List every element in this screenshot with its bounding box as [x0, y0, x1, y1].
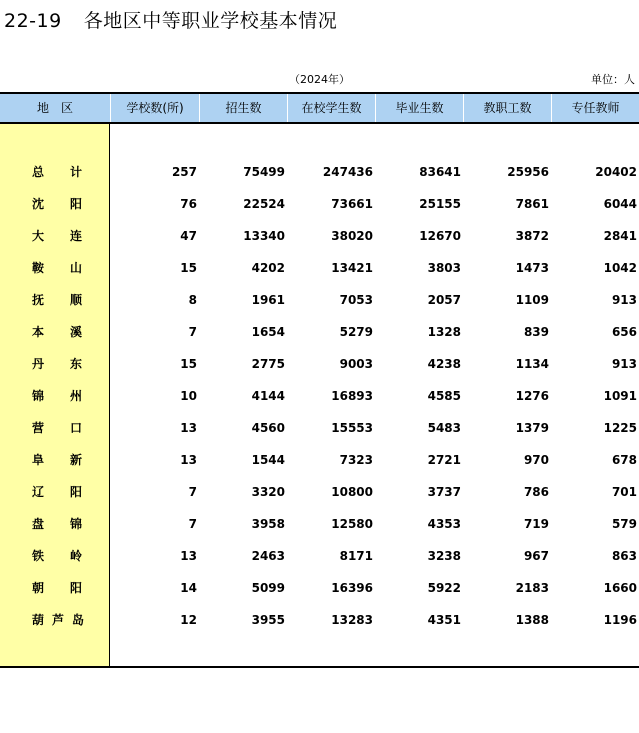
table-row: [0, 220, 639, 252]
cell-graduates: 1328: [427, 325, 461, 339]
cell-students: 13283: [331, 613, 373, 627]
cell-teachers: 1196: [603, 613, 637, 627]
cell-schools: 76: [180, 197, 197, 211]
table-row: [0, 412, 639, 444]
table-row: [0, 508, 639, 540]
cell-staff: 1379: [515, 421, 549, 435]
table-row: [0, 540, 639, 572]
year-note: （2024年）: [289, 73, 350, 86]
cell-staff: 839: [523, 325, 549, 339]
cell-schools: 257: [171, 165, 197, 179]
cell-staff: 786: [523, 485, 549, 499]
cell-region: 盘锦: [32, 517, 109, 531]
cell-region: 朝阳: [32, 581, 109, 595]
cell-teachers: 6044: [603, 197, 637, 211]
cell-students: 73661: [331, 197, 373, 211]
cell-region: 沈阳: [32, 197, 109, 211]
cell-students: 9003: [339, 357, 373, 371]
cell-staff: 25956: [507, 165, 549, 179]
cell-enrollment: 4560: [251, 421, 285, 435]
cell-students: 10800: [331, 485, 373, 499]
cell-region: 辽阳: [32, 485, 109, 499]
cell-students: 16893: [331, 389, 373, 403]
cell-enrollment: 13340: [243, 229, 285, 243]
cell-schools: 7: [188, 325, 197, 339]
cell-staff: 970: [523, 453, 549, 467]
cell-teachers: 1225: [603, 421, 637, 435]
cell-students: 8171: [339, 549, 373, 563]
cell-teachers: 678: [611, 453, 637, 467]
cell-students: 5279: [339, 325, 373, 339]
cell-region: 阜新: [32, 453, 109, 467]
cell-staff: 1473: [515, 261, 549, 275]
cell-graduates: 3737: [427, 485, 461, 499]
table-bottom-rule: [0, 666, 639, 668]
header-teachers: 专任教师: [551, 94, 639, 122]
cell-teachers: 20402: [595, 165, 637, 179]
table-row: [0, 316, 639, 348]
cell-staff: 2183: [515, 581, 549, 595]
table-row-total: [0, 156, 639, 188]
cell-schools: 10: [180, 389, 197, 403]
cell-graduates: 2721: [427, 453, 461, 467]
cell-students: 15553: [331, 421, 373, 435]
cell-teachers: 1091: [603, 389, 637, 403]
unit-note: 单位：人: [591, 73, 635, 86]
cell-staff: 719: [523, 517, 549, 531]
cell-teachers: 913: [611, 357, 637, 371]
cell-schools: 15: [180, 357, 197, 371]
cell-enrollment: 5099: [251, 581, 285, 595]
cell-students: 12580: [331, 517, 373, 531]
cell-graduates: 5483: [427, 421, 461, 435]
cell-region: 本溪: [32, 325, 109, 339]
table-row: [0, 444, 639, 476]
table-row: [0, 188, 639, 220]
cell-enrollment: 22524: [243, 197, 285, 211]
table-row: [0, 572, 639, 604]
cell-enrollment: 2463: [251, 549, 285, 563]
cell-enrollment: 3958: [251, 517, 285, 531]
cell-staff: 1109: [515, 293, 549, 307]
header-students: 在校学生数: [287, 94, 375, 122]
cell-graduates: 83641: [419, 165, 461, 179]
table-row: [0, 348, 639, 380]
cell-teachers: 2841: [603, 229, 637, 243]
cell-students: 38020: [331, 229, 373, 243]
cell-teachers: 913: [611, 293, 637, 307]
cell-enrollment: 1544: [251, 453, 285, 467]
cell-students: 7323: [339, 453, 373, 467]
cell-teachers: 579: [611, 517, 637, 531]
cell-graduates: 4238: [427, 357, 461, 371]
cell-students: 16396: [331, 581, 373, 595]
cell-graduates: 4585: [427, 389, 461, 403]
cell-teachers: 701: [611, 485, 637, 499]
cell-graduates: 3238: [427, 549, 461, 563]
cell-students: 13421: [331, 261, 373, 275]
cell-enrollment: 1961: [251, 293, 285, 307]
cell-schools: 13: [180, 549, 197, 563]
cell-graduates: 4351: [427, 613, 461, 627]
cell-schools: 8: [188, 293, 197, 307]
header-staff: 教职工数: [463, 94, 551, 122]
header-schools: 学校数(所): [110, 94, 199, 122]
cell-schools: 15: [180, 261, 197, 275]
cell-graduates: 4353: [427, 517, 461, 531]
header-enrollment: 招生数: [199, 94, 287, 122]
table-number: 22-19: [4, 10, 62, 32]
table-row: [0, 604, 639, 636]
cell-graduates: 5922: [427, 581, 461, 595]
cell-enrollment: 4202: [251, 261, 285, 275]
header-graduates: 毕业生数: [375, 94, 463, 122]
cell-enrollment: 2775: [251, 357, 285, 371]
cell-schools: 47: [180, 229, 197, 243]
cell-region: 丹东: [32, 357, 109, 371]
cell-region: 葫芦岛: [32, 613, 93, 627]
cell-schools: 7: [188, 485, 197, 499]
cell-enrollment: 75499: [243, 165, 285, 179]
cell-region: 鞍山: [32, 261, 109, 275]
cell-region: 总计: [32, 165, 109, 179]
table-header: [0, 92, 639, 124]
table-title: 各地区中等职业学校基本情况: [83, 10, 338, 32]
table-row: [0, 476, 639, 508]
cell-enrollment: 1654: [251, 325, 285, 339]
cell-region: 锦州: [32, 389, 109, 403]
cell-graduates: 3803: [427, 261, 461, 275]
table-row: [0, 252, 639, 284]
table-row: [0, 380, 639, 412]
cell-region: 大连: [32, 229, 109, 243]
cell-schools: 12: [180, 613, 197, 627]
cell-staff: 3872: [515, 229, 549, 243]
cell-staff: 1276: [515, 389, 549, 403]
cell-teachers: 656: [611, 325, 637, 339]
cell-enrollment: 3320: [251, 485, 285, 499]
cell-region: 铁岭: [32, 549, 109, 563]
cell-staff: 7861: [515, 197, 549, 211]
table-row: [0, 284, 639, 316]
cell-enrollment: 4144: [251, 389, 285, 403]
cell-teachers: 863: [611, 549, 637, 563]
cell-graduates: 25155: [419, 197, 461, 211]
cell-schools: 14: [180, 581, 197, 595]
cell-region: 抚顺: [32, 293, 109, 307]
cell-enrollment: 3955: [251, 613, 285, 627]
cell-staff: 1388: [515, 613, 549, 627]
cell-schools: 13: [180, 421, 197, 435]
cell-staff: 1134: [515, 357, 549, 371]
header-region: 地 区: [36, 101, 73, 115]
page-title: [4, 6, 337, 33]
cell-teachers: 1042: [603, 261, 637, 275]
cell-region: 营口: [32, 421, 109, 435]
cell-graduates: 12670: [419, 229, 461, 243]
cell-students: 7053: [339, 293, 373, 307]
cell-schools: 7: [188, 517, 197, 531]
cell-students: 247436: [322, 165, 373, 179]
cell-teachers: 1660: [603, 581, 637, 595]
cell-schools: 13: [180, 453, 197, 467]
cell-staff: 967: [523, 549, 549, 563]
cell-graduates: 2057: [427, 293, 461, 307]
